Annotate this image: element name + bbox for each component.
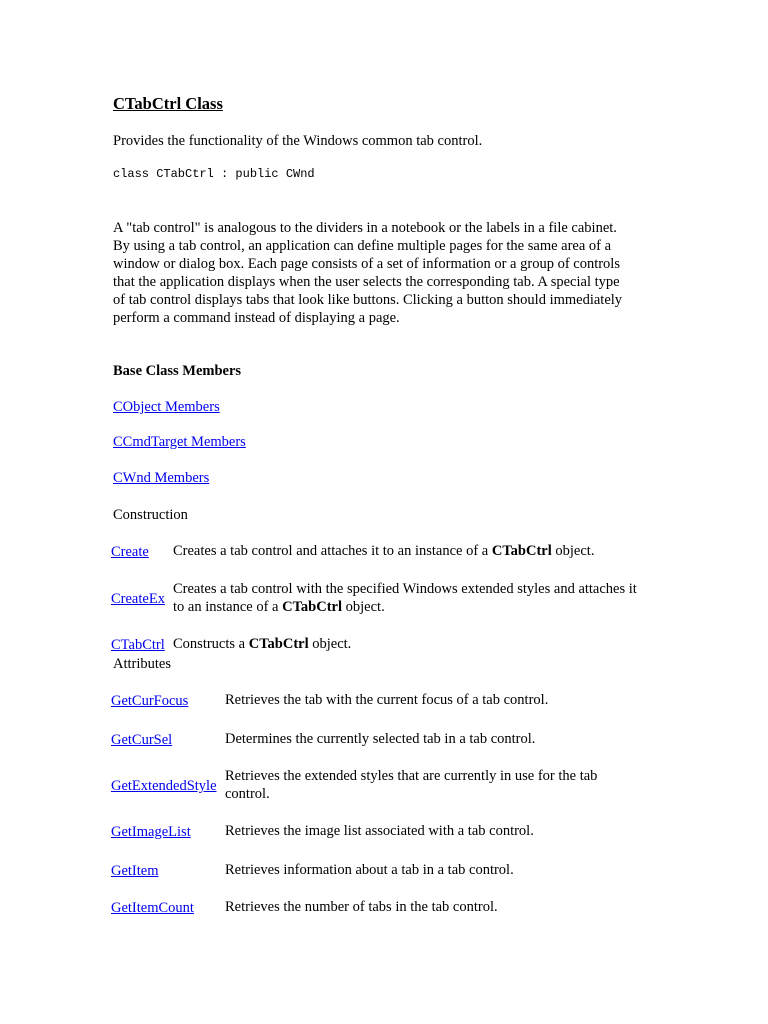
page-title: CTabCtrl Class [113, 94, 223, 113]
getextendedstyle-description: Retrieves the extended styles that are currently in use for the tab control. [225, 768, 598, 802]
getcurfocus-link[interactable]: GetCurFocus [111, 693, 189, 709]
ccmdtarget-members-link[interactable]: CCmdTarget Members [113, 434, 246, 450]
getitemcount-description: Retrieves the number of tabs in the tab control. [225, 899, 498, 915]
getextendedstyle-link[interactable]: GetExtendedStyle [111, 778, 217, 794]
ctabctrl-description: Constructs a CTabCtrl object. [173, 636, 352, 652]
getitemcount-link[interactable]: GetItemCount [111, 900, 194, 916]
class-summary: Provides the functionality of the Windows common tab control. [113, 133, 483, 149]
getcursel-description: Determines the currently selected tab in a tab control. [225, 731, 536, 747]
getimagelist-description: Retrieves the image list associated with a tab control. [225, 823, 534, 839]
createex-description: Creates a tab control with the specified Windows extended styles and attaches it to an instance of a CTabCtrl object. [173, 581, 637, 615]
construction-heading: Construction [113, 507, 188, 523]
class-declaration: class CTabCtrl : public CWnd [113, 167, 315, 181]
description-line: A "tab control" is analogous to the dividers in a notebook or the labels in a file cabinet. [113, 220, 617, 236]
create-description: Creates a tab control and attaches it to an instance of a CTabCtrl object. [173, 543, 595, 559]
attributes-heading: Attributes [113, 656, 171, 672]
getitem-description: Retrieves information about a tab in a tab control. [225, 862, 514, 878]
description-line: that the application displays when the user selects the corresponding tab. A special type [113, 274, 620, 290]
ctabctrl-link[interactable]: CTabCtrl [111, 637, 165, 653]
description-line: of tab control displays tabs that look like buttons. Clicking a button should immediately [113, 292, 623, 308]
createex-link[interactable]: CreateEx [111, 591, 165, 607]
class-description [113, 219, 673, 327]
getcursel-link[interactable]: GetCurSel [111, 732, 173, 748]
description-line: By using a tab control, an application can define multiple pages for the same area of a [113, 238, 612, 254]
description-line: window or dialog box. Each page consists of a set of information or a group of controls [113, 256, 620, 272]
getitem-link[interactable]: GetItem [111, 863, 159, 879]
description-line: perform a command instead of displaying a page. [113, 310, 400, 326]
cobject-members-link[interactable]: CObject Members [113, 399, 220, 415]
cwnd-members-link[interactable]: CWnd Members [113, 470, 210, 486]
create-link[interactable]: Create [111, 544, 149, 560]
getcurfocus-description: Retrieves the tab with the current focus of a tab control. [225, 692, 549, 708]
getimagelist-link[interactable]: GetImageList [111, 824, 191, 840]
base-class-heading: Base Class Members [113, 363, 242, 379]
